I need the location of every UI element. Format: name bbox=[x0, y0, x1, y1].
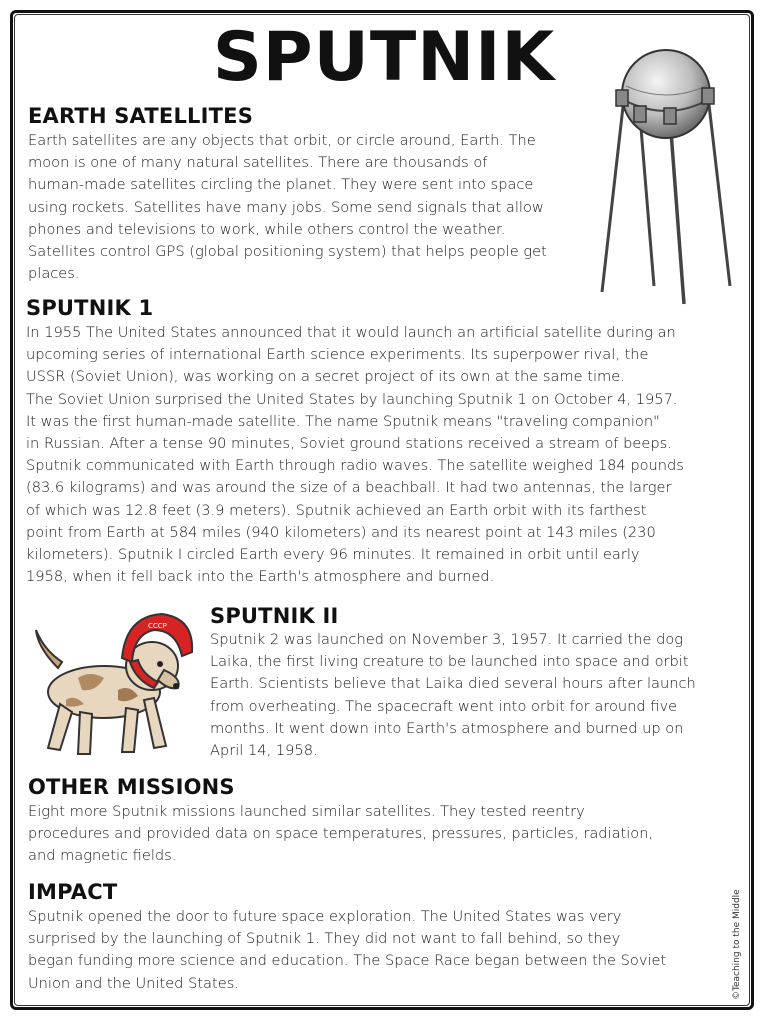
section-heading-sputnik-1: SPUTNIK 1 bbox=[26, 296, 154, 320]
section-heading-earth-satellites: EARTH SATELLITES bbox=[28, 104, 254, 128]
paragraph-line: upcoming series of international Earth science experiments. Its superpower rival, the bbox=[26, 346, 649, 364]
paragraph-other-missions bbox=[28, 801, 653, 868]
paragraph-line: Sputnik 2 was launched on November 3, 1957. It carried the dog bbox=[210, 631, 684, 648]
paragraph-line: Sputnik communicated with Earth through radio waves. The satellite weighed 184 pounds bbox=[26, 457, 684, 475]
copyright-notice: ©Teaching to the Middle bbox=[732, 889, 742, 1000]
paragraph-line: It was the first human-made satellite. The name Sputnik means "traveling companion" bbox=[26, 412, 660, 430]
paragraph-line: Satellites control GPS (global positioning system) that helps people get bbox=[28, 243, 547, 261]
paragraph-impact bbox=[28, 906, 666, 995]
paragraph-line: procedures and provided data on space temperatures, pressures, particles, radiation, bbox=[28, 825, 654, 843]
paragraph-line: kilometers). Sputnik I circled Earth every 96 minutes. It remained in orbit until early bbox=[26, 546, 640, 564]
paragraph-line: Union and the United States. bbox=[28, 974, 239, 992]
paragraph-line: from overheating. The spacecraft went into orbit for around five bbox=[210, 697, 678, 715]
section-heading-other-missions: OTHER MISSIONS bbox=[28, 775, 235, 799]
paragraph-line: surprised by the launching of Sputnik 1. They did not want to fall behind, so they bbox=[28, 930, 621, 948]
paragraph-earth-satellites bbox=[28, 130, 547, 285]
paragraph-line: Eight more Sputnik missions launched similar satellites. They tested reentry bbox=[28, 803, 585, 820]
helmet-label: CCCP bbox=[148, 622, 167, 630]
paragraph-line: human-made satellites circling the planet. They were sent into space bbox=[28, 176, 534, 194]
paragraph-line: using rockets. Satellites have many jobs. Some send signals that allow bbox=[28, 198, 544, 216]
paragraph-sputnik-2 bbox=[210, 629, 696, 762]
paragraph-line: began funding more science and education. The Space Race began between the Soviet bbox=[28, 952, 667, 970]
paragraph-line: In 1955 The United States announced that it would launch an artificial satellite during an bbox=[26, 324, 676, 341]
section-heading-impact: IMPACT bbox=[28, 880, 118, 904]
paragraph-line: and magnetic fields. bbox=[28, 847, 177, 865]
paragraph-line: Sputnik opened the door to future space exploration. The United States was very bbox=[28, 908, 622, 925]
paragraph-line: USSR (Soviet Union), was working on a secret project of its own at the same time. bbox=[26, 368, 625, 386]
paragraph-line: (83.6 kilograms) and was around the size of a beachball. It had two antennas, the larger bbox=[26, 479, 672, 497]
paragraph-line: phones and televisions to work, while others control the weather. bbox=[28, 220, 506, 238]
paragraph-line: months. It went down into Earth's atmosphere and burned up on bbox=[210, 719, 684, 737]
paragraph-line: Laika, the first living creature to be launched into space and orbit bbox=[210, 653, 689, 671]
paragraph-line: of which was 12.8 feet (3.9 meters). Sputnik achieved an Earth orbit with its farthest bbox=[26, 501, 647, 519]
section-heading-sputnik-2: SPUTNIK II bbox=[210, 604, 339, 628]
paragraph-line: April 14, 1958. bbox=[210, 742, 318, 760]
paragraph-line: moon is one of many natural satellites. There are thousands of bbox=[28, 154, 488, 172]
paragraph-sputnik-1 bbox=[26, 322, 684, 588]
paragraph-line: The Soviet Union surprised the United States by launching Sputnik 1 on October 4, 1957. bbox=[26, 390, 678, 408]
laika-dog-icon bbox=[26, 608, 198, 764]
sputnik-satellite-icon bbox=[596, 46, 740, 312]
paragraph-line: 1958, when it fell back into the Earth's atmosphere and burned. bbox=[26, 568, 495, 586]
paragraph-line: Earth satellites are any objects that orbit, or circle around, Earth. The bbox=[28, 132, 536, 149]
paragraph-line: point from Earth at 584 miles (940 kilometers) and its nearest point at 143 miles (230 bbox=[26, 523, 656, 541]
paragraph-line: Earth. Scientists believe that Laika died several hours after launch bbox=[210, 675, 696, 693]
paragraph-line: in Russian. After a tense 90 minutes, Soviet ground stations received a stream of beeps. bbox=[26, 435, 672, 453]
page-title: SPUTNIK bbox=[212, 18, 556, 97]
paragraph-line: places. bbox=[28, 265, 80, 283]
